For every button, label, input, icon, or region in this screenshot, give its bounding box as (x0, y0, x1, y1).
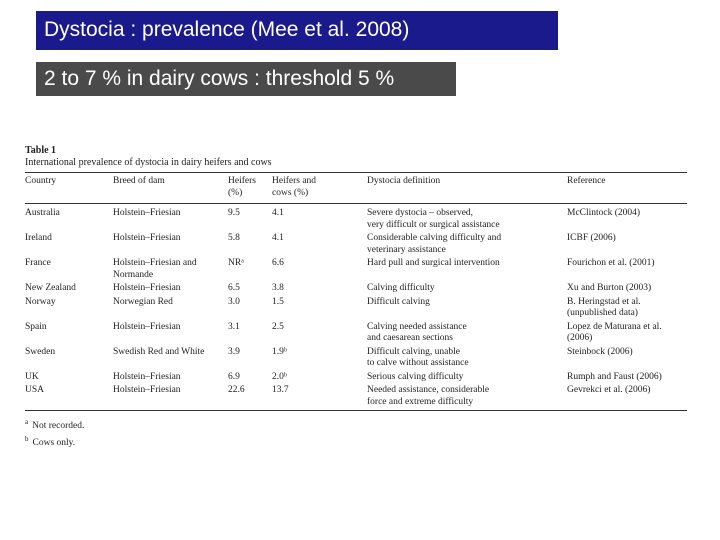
table-cell: 9.5 (228, 208, 240, 218)
table-row (25, 385, 687, 410)
table-cell: McClintock (2004) (567, 208, 641, 218)
footnote-text: Not recorded. (32, 421, 85, 432)
table-cell: Ireland (25, 233, 52, 243)
table-cell: USA (25, 385, 45, 395)
table-cell: 6.5 (228, 283, 240, 293)
table-cell: 3.8 (272, 283, 284, 293)
table-row (25, 233, 687, 258)
table-bottom-rule (25, 410, 687, 411)
table-row (25, 297, 687, 322)
table-cell: Considerable calving difficulty and veterinary assistance (367, 233, 502, 255)
table-cell: 3.0 (228, 296, 240, 307)
table-cell: 13.7 (272, 385, 289, 395)
table-cell: 4.1 (272, 233, 284, 243)
table-header (25, 173, 687, 208)
table-cell: 2.5 (272, 321, 284, 332)
table-cell: Holstein–Friesian (113, 233, 181, 243)
table-header-row (25, 173, 687, 204)
table-cell: 6.6 (272, 258, 284, 268)
table-body (25, 208, 687, 410)
table-cell: Australia (25, 208, 60, 218)
table-cell: Gevrekci et al. (2006) (567, 385, 651, 395)
table-row (25, 258, 687, 283)
table-cell: 4.1 (272, 208, 284, 218)
table-cell: Lopez de Maturana et al. (2006) (567, 321, 662, 343)
table-cell: Holstein–Friesian (113, 283, 181, 293)
footnote-mark: a (25, 418, 29, 426)
prevalence-table-figure (25, 145, 687, 450)
table-row (25, 347, 687, 372)
table-cell: Rumph and Faust (2006) (567, 371, 662, 382)
table-cell: Calving needed assistance and caesarean sections (367, 321, 467, 343)
table-cell: UK (25, 371, 39, 382)
table-caption: International prevalence of dystocia in dairy heifers and cows (25, 157, 272, 168)
table-cell: 3.1 (228, 321, 240, 332)
table-cell: Holstein–Friesian and Normande (113, 258, 197, 280)
table-cell: Serious calving difficulty (367, 371, 464, 382)
footnote-mark: b (25, 435, 29, 444)
table-cell: New Zealand (25, 283, 76, 293)
table-cell: Calving difficulty (367, 283, 435, 293)
column-header: Country (25, 176, 57, 186)
table-footnotes (25, 416, 687, 450)
table-row (25, 283, 687, 297)
table-cell: 2.0ᵇ (272, 371, 287, 382)
slide-title-bar (36, 11, 558, 50)
slide-subtitle-bar (36, 62, 456, 96)
table-cell: Difficult calving (367, 296, 430, 307)
table-cell: 6.9 (228, 371, 240, 382)
table-cell: Swedish Red and White (113, 346, 205, 357)
table-cell: Steinbock (2006) (567, 346, 633, 357)
table-label: Table 1 (25, 145, 57, 156)
table-cell: Needed assistance, considerable force and extreme difficulty (367, 385, 490, 407)
table-cell: B. Heringstad et al. (unpublished data) (567, 296, 641, 318)
table-cell: 22.6 (228, 385, 245, 395)
table-cell: Severe dystocia – observed, very difficult or surgical assistance (367, 208, 500, 230)
column-header: Reference (567, 176, 606, 186)
table-cell: Fourichon et al. (2001) (567, 258, 655, 268)
table-cell: NRᵃ (228, 258, 244, 268)
table-cell: Hard pull and surgical intervention (367, 258, 500, 268)
table-cell: France (25, 258, 51, 268)
table-cell: Spain (25, 321, 47, 332)
table-cell: Holstein–Friesian (113, 385, 181, 395)
prevalence-table (25, 173, 687, 410)
table-cell: Holstein–Friesian (113, 371, 181, 382)
table-cell: Holstein–Friesian (113, 208, 181, 218)
table-cell: Norwegian Red (113, 296, 173, 307)
footnote-text: Cows only. (32, 438, 76, 449)
column-header: Breed of dam (113, 176, 165, 186)
slide-subtitle: 2 to 7 % in dairy cows : threshold 5 % (44, 67, 395, 90)
table-cell: 3.9 (228, 346, 240, 357)
table-cell: ICBF (2006) (567, 233, 616, 243)
table-cell: Difficult calving, unable to calve without assistance (367, 346, 469, 368)
table-row (25, 322, 687, 347)
table-cell: Xu and Burton (2003) (567, 283, 652, 293)
table-cell: 1.5 (272, 296, 284, 307)
table-row (25, 372, 687, 386)
table-cell: 5.8 (228, 233, 240, 243)
table-row (25, 208, 687, 233)
footnote (25, 416, 687, 433)
table-cell: Norway (25, 296, 56, 307)
table-cell: Holstein–Friesian (113, 321, 181, 332)
column-header: Heifers and cows (%) (272, 176, 317, 198)
table-cell: 1.9ᵇ (272, 346, 287, 357)
table-cell: Sweden (25, 346, 56, 357)
slide-title: Dystocia : prevalence (Mee et al. 2008) (44, 18, 410, 41)
column-header: Heifers (%) (228, 176, 256, 198)
footnote (25, 433, 687, 450)
column-header: Dystocia definition (367, 176, 441, 186)
